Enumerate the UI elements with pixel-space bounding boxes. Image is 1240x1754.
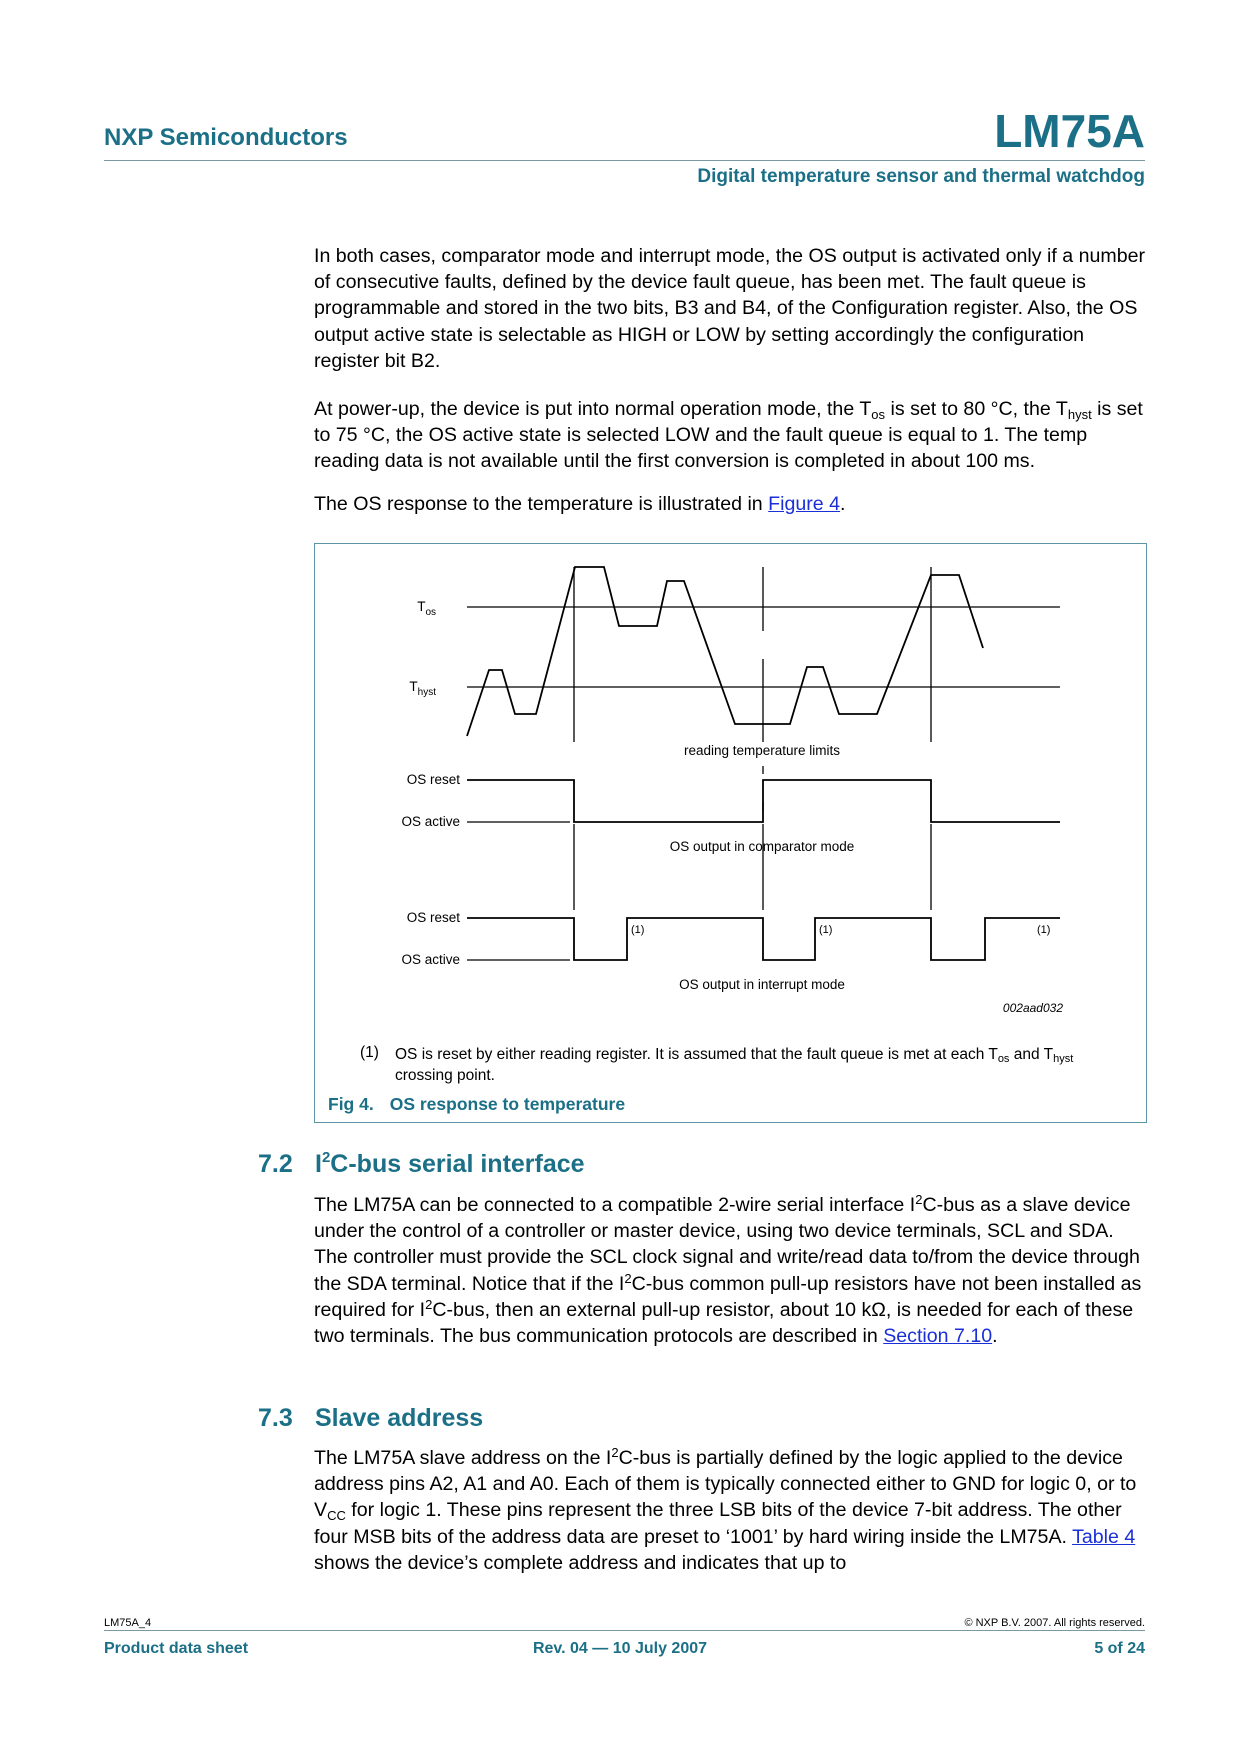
footer-revision: Rev. 04 — 10 July 2007: [532, 1640, 708, 1657]
text-span: C-bus common pull-up resistors have not been installed as required for I: [314, 1272, 1142, 1321]
paragraph-slave-address: [314, 1445, 1146, 1576]
note-marker-2: (1): [819, 924, 833, 936]
figure-os-response: [314, 543, 1147, 1123]
superscript: 2: [915, 1192, 923, 1207]
paragraph-i2c-interface: [314, 1192, 1146, 1349]
text-span: C-bus is partially defined by the logic applied to the device address pins A2, A1 and A0. Each of them is typically connected either to GND for logic 0, or to V: [314, 1447, 1137, 1522]
figure-id: 002aad032: [1002, 1001, 1063, 1015]
figure-caption-label: Fig 4.: [328, 1094, 374, 1114]
product-name: LM75A: [994, 105, 1145, 157]
temperature-curve: [467, 567, 983, 736]
figure-note-text: [395, 1044, 1115, 1086]
figure-note-number: (1): [360, 1044, 379, 1061]
text-span: The LM75A slave address on the I: [314, 1447, 612, 1469]
table-4-link[interactable]: Table 4: [1072, 1525, 1136, 1548]
superscript: 2: [425, 1296, 433, 1312]
subscript: os: [997, 1053, 1010, 1065]
text-span: OS is reset by either reading register. It is assumed that the fault queue is met at each T: [395, 1046, 998, 1063]
text-span: is set to 75 °C, the OS active state is selected LOW and the fault queue is equal to 1. The temp reading data is not available until the first conversion is completed in about 100 ms.: [314, 398, 1143, 473]
footer-doc-type: Product data sheet: [104, 1640, 249, 1657]
text-span: and T: [1009, 1046, 1054, 1063]
paragraph-figure-reference: [314, 491, 1146, 517]
note-marker-1: (1): [631, 924, 645, 936]
text-span: crossing point.: [395, 1067, 495, 1084]
text-span: The LM75A can be connected to a compatible 2-wire serial interface I: [314, 1194, 916, 1216]
section-number: 7.2: [258, 1150, 293, 1178]
text-span: shows the device’s complete address and indicates that up to: [314, 1551, 847, 1574]
section-number: 7.3: [258, 1404, 293, 1432]
timing-diagram: [315, 544, 1146, 1122]
text-span: C-bus, then an external pull-up resistor, about 10 kΩ, is needed for each of these two terminals. The bus communication protocols are described in: [314, 1298, 1134, 1348]
superscript: 2: [611, 1445, 619, 1460]
text-span: C-bus as a slave device under the control of a controller or master device, using two device terminals, SCL and SDA. The controller must provide the SCL clock signal and write/read data to/from the device through the SDA terminal. Notice that if the I: [314, 1194, 1140, 1295]
interrupt-mode-label: OS output in interrupt mode: [679, 977, 845, 992]
figure-4-link[interactable]: Figure 4: [768, 493, 841, 515]
header-rule: [104, 160, 1145, 161]
footer-rule: [104, 1630, 1145, 1631]
subscript: hyst: [1067, 407, 1092, 422]
superscript: 2: [624, 1270, 632, 1286]
thyst-label: $T_{hyst}$: [409, 679, 436, 698]
company-name: NXP Semiconductors: [104, 124, 348, 151]
figure-caption: [328, 1094, 625, 1115]
os-active-label-2: OS active: [401, 952, 460, 967]
text-span: At power-up, the device is put into normal operation mode, the T: [314, 398, 872, 420]
section-7-10-link[interactable]: Section 7.10: [883, 1325, 993, 1348]
interrupt-mode-waveform: [467, 918, 1060, 960]
tos-label: $T_{os}$: [417, 599, 436, 618]
subscript: CC: [327, 1508, 346, 1524]
section-title: Slave address: [315, 1404, 484, 1432]
reading-limits-label: reading temperature limits: [683, 743, 841, 758]
paragraph-os-activation: In both cases, comparator mode and interrupt mode, the OS output is activated only if a number of consecutive faults, defined by the device fault queue, has been met. The fault queue is programmable and stored in the two bits, B3 and B4, of the Configuration register. Also, the OS output active state is selectable as HIGH or LOW by setting accordingly the configuration register bit B2.: [314, 245, 1146, 372]
os-reset-label-2: OS reset: [406, 910, 460, 925]
text-span: The OS response to the temperature is illustrated in: [314, 493, 769, 515]
subscript: os: [871, 407, 886, 422]
text-span: .: [992, 1325, 998, 1348]
section-heading-7-3: [258, 1404, 483, 1433]
footer-doc-id: LM75A_4: [104, 1617, 152, 1629]
text-span: .: [840, 493, 846, 515]
footer-page-number: 5 of 24: [1094, 1640, 1145, 1657]
document-subtitle: Digital temperature sensor and thermal watchdog: [697, 166, 1145, 187]
subscript: hyst: [1053, 1053, 1074, 1065]
section-heading-7-2: [258, 1150, 585, 1179]
superscript: 2: [321, 1149, 331, 1166]
text-span: I: [315, 1150, 322, 1178]
os-active-label-1: OS active: [401, 814, 460, 829]
figure-caption-title: OS response to temperature: [389, 1094, 626, 1114]
note-marker-3: (1): [1037, 924, 1051, 936]
text-span: C-bus serial interface: [330, 1150, 585, 1178]
text-span: is set to 80 °C, the T: [885, 398, 1068, 420]
footer-copyright: © NXP B.V. 2007. All rights reserved.: [964, 1617, 1145, 1629]
comparator-mode-label: OS output in comparator mode: [669, 839, 855, 854]
os-reset-label-1: OS reset: [406, 772, 460, 787]
comparator-mode-waveform: [467, 780, 1060, 822]
text-span: for logic 1. These pins represent the three LSB bits of the device 7-bit address. The other four MSB bits of the address data are preset to ‘1001’ by hard wiring inside the LM75A.: [314, 1499, 1122, 1548]
paragraph-power-up: [314, 396, 1146, 475]
